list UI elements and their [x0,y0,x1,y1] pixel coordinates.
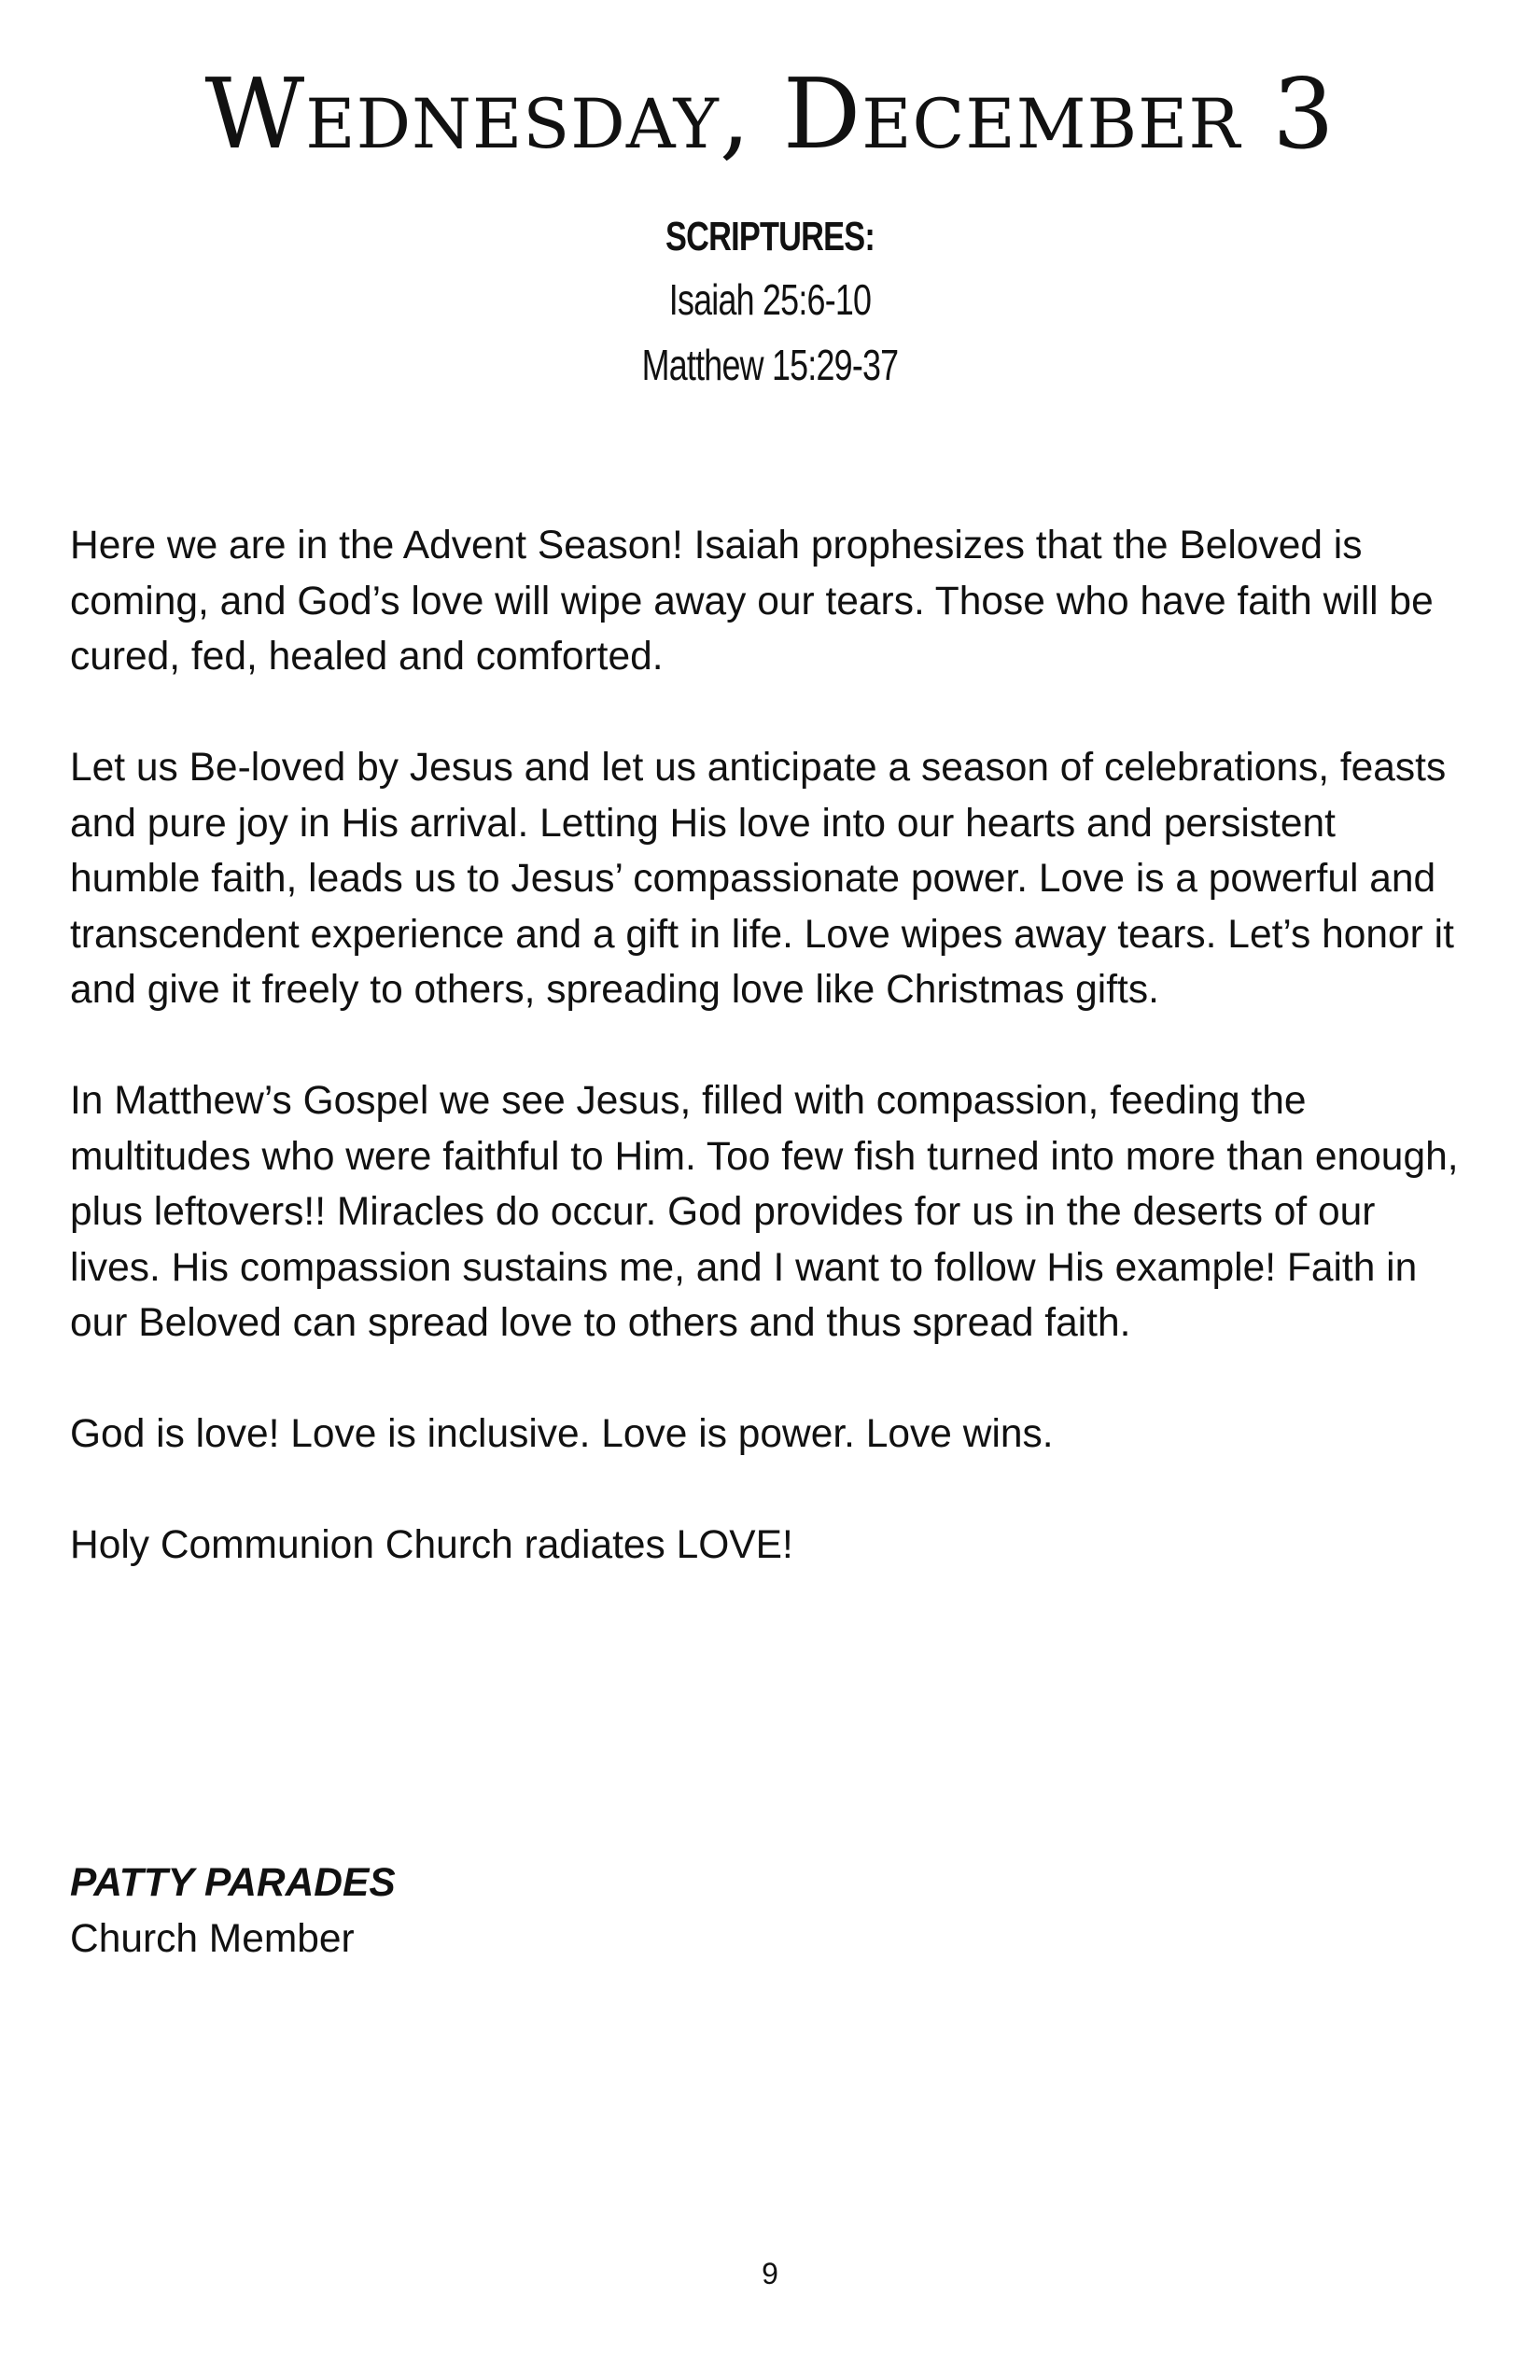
scripture-reference: Matthew 15:29-37 [641,341,899,389]
author-role: Church Member [70,1916,355,1961]
page-number: 9 [762,2257,778,2290]
paragraph: Let us Be-loved by Jesus and let us anticipate a season of celebrations, feasts and pure joy in His arrival. Letting His love into our hearts and persistent humble faith, leads us to Jesus’ compassionate power. Love is a powerful and transcendent experience and a gift in life. Love wipes away tears. Let’s honor it and give it freely to others, spreading love like Christmas gifts. [70,746,1454,1012]
paragraph: Holy Communion Church radiates LOVE! [70,1523,793,1567]
scripture-reference: Isaiah 25:6-10 [668,275,872,324]
paragraph: Here we are in the Advent Season! Isaiah prophesizes that the Beloved is coming, and God’s love will wipe away our tears. Those who have faith will be cured, fed, healed and comforted. [70,524,1434,679]
scriptures-block [0,207,1540,398]
page-title: Wednesday, December 3 [204,57,1336,171]
author-name: PATTY PARADES [70,1861,396,1905]
paragraph: In Matthew’s Gospel we see Jesus, filled with compassion, feeding the multitudes who were faithful to Him. Too few fish turned into more than enough, plus leftovers!! Miracles do occur. God provides for us in the deserts of our lives. His compassion sustains me, and I want to follow His example! Faith in our Beloved can spread love to others and thus spread faith. [70,1079,1459,1345]
scriptures-label: SCRIPTURES: [665,214,875,259]
paragraph: God is love! Love is inclusive. Love is power. Love wins. [70,1412,1054,1456]
author-signature [70,1855,396,1967]
reflection-body [70,518,1470,1629]
